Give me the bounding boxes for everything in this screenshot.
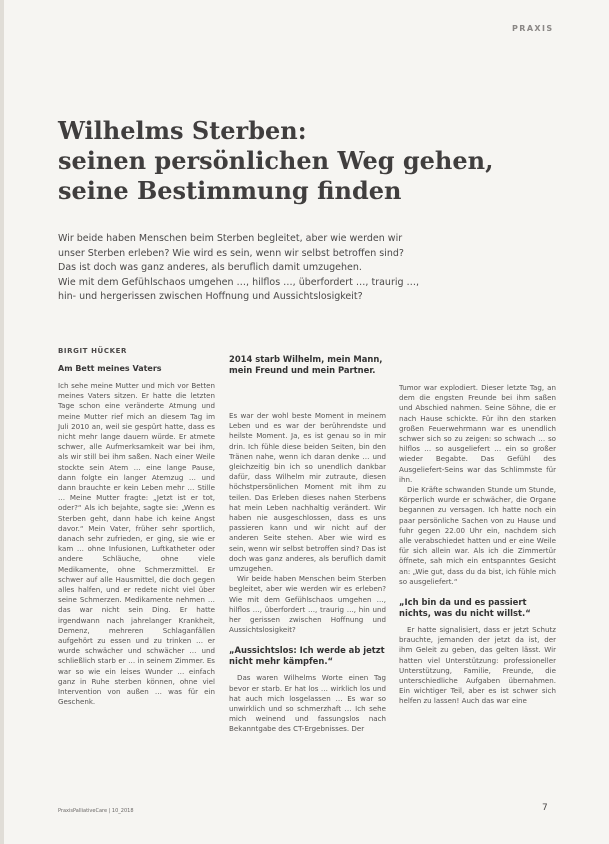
body-paragraph: Ich sehe meine Mutter und mich vor Betten meines Vaters sitzen. Er hatte die letzten Tage schon eine veränderte Atmung und meine Mutter rief mich an diesem Tag im Juli 2010 an, weil sie gespürt hatte, dass es nicht mehr lange dauern würde. Er atmete schwer, alle Aufmerksamkeit war bei ihm, als wir still bei ihm saßen. Nach einer Weile stockte sein Atem … eine lange Pause, dann folgte ein langer Atemzug … und dann brauchte er kein Leben mehr … Stille … Meine Mutter fragte: „Jetzt ist er tot, oder?“ Als ich bejahte, sagte sie: „Wenn es Sterben geht, dann habe ich keine Angst davor.“ Mein Vater, früher sehr sportlich, danach sehr zufrieden, er ging, sie wie er kam … ohne Infusionen, Luftkatheter oder andere Schläuche, ohne viele Medikamente, ohne Schmerzmittel. Er schwer auf alle Hausmittel, die doch gegen alles halfen, und er redete nicht viel über seine Schmerzen. Medikamente nehmen … das war nicht sein Ding. Er hatte irgendwann nach jahrelanger Krankheit, Demenz, mehreren Schlaganfällen aufgehört zu essen und zu trinken … er wurde schwächer und schwächer … und schließlich starb er … in seinem Zimmer. Es war so wie ein leises Wunder … einfach ganz in Ruhe sterben können, ohne viel Intervention von außen … was für ein Geschenk. xyxy=(58,381,215,707)
body-paragraph: Er hatte signalisiert, dass er jetzt Schutz brauchte, jemanden der jetzt da ist, der ihm Geleit zu geben, das gelten lässt. Wir hatten viel Unterstützung: professioneller Unterstützung, Familie, Freunde, die unterschiedliche Aufgaben übernahmen. Ein wichtiger Teil, aber es ist schwer sich helfen zu lassen! Auch das war eine xyxy=(399,625,556,706)
lead-line: Wir beide haben Menschen beim Sterben begleitet, aber wie werden wir xyxy=(58,233,403,244)
text-column-3 xyxy=(399,383,556,776)
column3-subheading: „Ich bin da und es passiert nichts, was du nicht willst.“ xyxy=(399,597,531,619)
column1-subheading: Am Bett meines Vaters xyxy=(58,364,162,373)
author-name: BIRGIT HÜCKER xyxy=(58,347,127,355)
title-line: Wilhelms Sterben: xyxy=(58,116,307,145)
body-paragraph: Tumor war explodiert. Dieser letzte Tag, an dem die engsten Freunde bei ihm saßen und Abschied nahmen. Seine Söhne, die er nach Hause schickte. Für ihn den starken großen Feuerwehrmann war es unendlich schwer sich so zu zeigen: so schwach … so hilflos … so ausgeliefert … ein so großer wieder Begabte. Das Gefühl des Ausgeliefert-Seins war das Schlimmste für ihn. xyxy=(399,383,556,484)
body-paragraph: Die Kräfte schwanden Stunde um Stunde, Körperlich wurde er schwächer, die Organe begannen zu versagen. Ich hatte noch ein paar persönliche Sachen von zu Hause und fuhr gegen 22.00 Uhr ein, nachdem sich alle verabschiedet hatten und er eine Weile für sich allein war. Als ich die Zimmertür öffnete, sah mich ein entspanntes Gesicht an: „Wie gut, dass du da bist, ich fühle mich so ausgeliefert.“ xyxy=(399,485,556,586)
lead-line: unser Sterben erleben? Wie wird es sein, wenn wir selbst betroffen sind? xyxy=(58,247,404,259)
section-label: PRAXIS xyxy=(512,24,554,33)
text-column-1 xyxy=(58,381,215,776)
lead-line: hin- und hergerissen zwischen Hoffnung und Aussichtslosigkeit? xyxy=(58,291,363,302)
body-paragraph: Wir beide haben Menschen beim Sterben begleitet, aber wie werden wir es erleben? Wie mit dem Gefühlschaos umgehen …, hilflos …, überfordert …, traurig …, hin und her gerissen zwischen Hoffnung und Aussichtslosigkeit? xyxy=(229,574,386,635)
lead-line: Das ist doch was ganz anderes, als beruflich damit umzugehen. xyxy=(58,262,362,273)
page-number: 7 xyxy=(542,803,548,813)
title-line: seine Bestimmung finden xyxy=(58,176,402,205)
column2-subheading: „Aussichtslos: Ich werde ab jetzt nicht mehr kämpfen.“ xyxy=(229,645,385,667)
lead-paragraph xyxy=(58,232,558,305)
article-title xyxy=(58,116,578,206)
body-paragraph: Es war der wohl beste Moment in meinem Leben und es war der berührendste und heilste Moment. Ja, es ist genau so in mir drin. Ich fühle diese beiden Seiten, bin den Tränen nahe, wenn ich daran denke … und gleichzeitig bin ich so unendlich dankbar dafür, dass Wilhelm mir zutraute, diesen höchstpersönlichen Moment mit ihm zu teilen. Das Erleben dieses nahen Sterbens hat mein Leben nachhaltig verändert. Wir haben nie ausgeschlossen, dass es uns passieren kann und wir nicht auf der anderen Seite stehen. Aber wie wird es sein, wenn wir selbst betroffen sind? Das ist doch was ganz anderes, als beruflich damit umzugehen. xyxy=(229,411,386,574)
column2-heading: 2014 starb Wilhelm, mein Mann, mein Freund und mein Partner. xyxy=(229,354,383,375)
text-column-2 xyxy=(229,411,386,776)
page-footer: PraxisPalliativeCare | 10_2018 xyxy=(58,808,134,814)
lead-line: Wie mit dem Gefühlschaos umgehen …, hilflos …, überfordert …, traurig …, xyxy=(58,276,420,288)
body-paragraph: Das waren Wilhelms Worte einen Tag bevor er starb. Er hat los … wirklich los und hat auch mich losgelassen … Es war so unwirklich und so schmerzhaft … Ich sehe mich weinend und fassungslos nach Bekanntgabe des CT-Ergebnisses. Der xyxy=(229,673,386,734)
title-line: seinen persönlichen Weg gehen, xyxy=(58,146,494,175)
